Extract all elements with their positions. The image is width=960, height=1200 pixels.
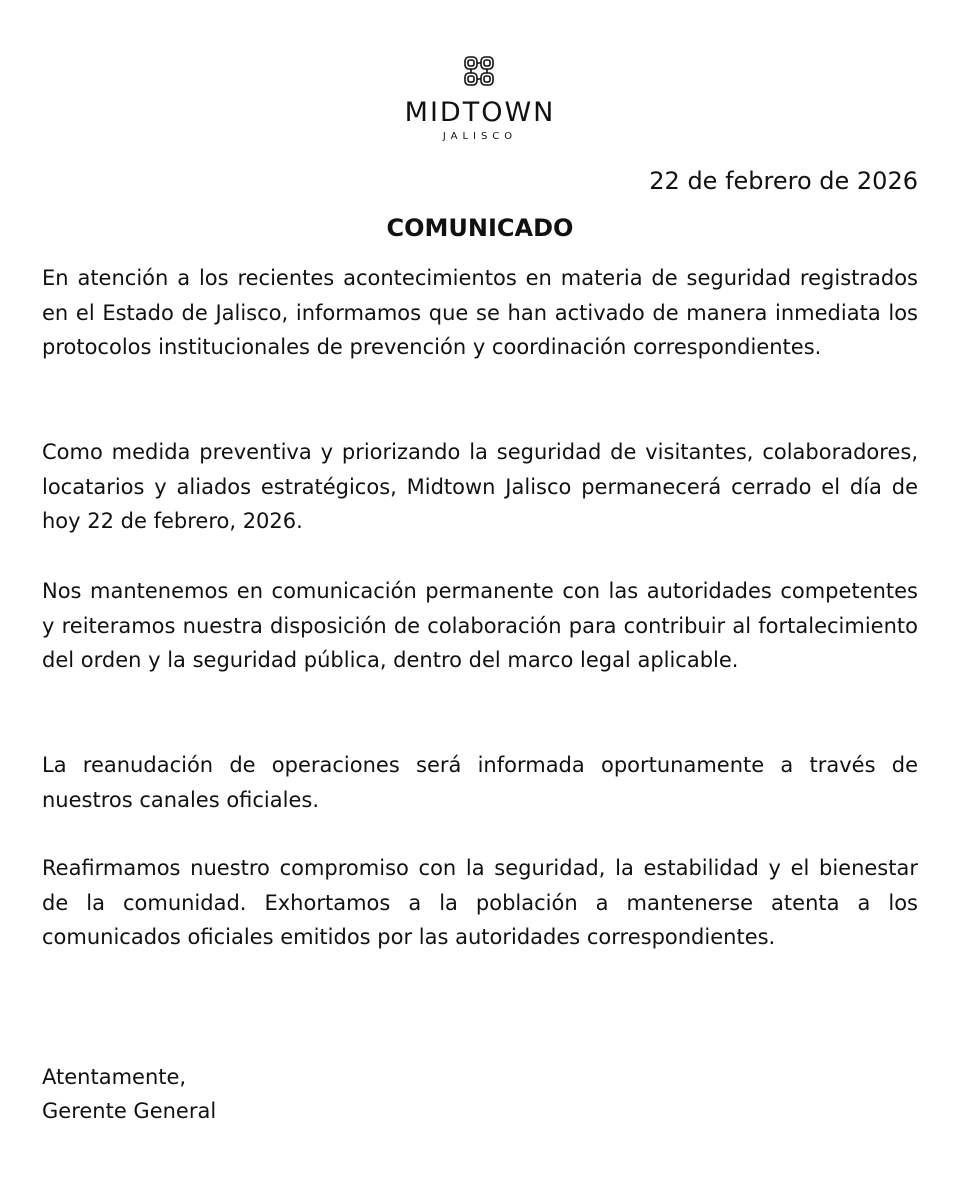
paragraph-1: En atención a los recientes acontecimientos en materia de seguridad registrados en el Estado de Jalisco, informamos que se han activado de manera inmediata los protocolos institucionales de prevención y coordinación correspondientes.: [42, 266, 918, 360]
knot-logo-icon: [462, 54, 496, 88]
closing-salutation: Atentamente,: [42, 1065, 187, 1089]
document-date: 22 de febrero de 2026: [649, 167, 918, 195]
paragraph-5: Reafirmamos nuestro compromiso con la seguridad, la estabilidad y el bienestar de la comunidad. Exhortamos a la población a mantenerse atenta a los comunicados oficiales emitidos por las autoridades correspondientes.: [42, 856, 918, 950]
brand-name: MIDTOWN: [404, 97, 556, 128]
paragraph-3: Nos mantenemos en comunicación permanente con las autoridades competentes y reiteramos nuestra disposición de colaboración para contribuir al fortalecimiento del orden y la seguridad pública, dentro del marco legal aplicable.: [42, 579, 918, 673]
paragraph-4: La reanudación de operaciones será informada oportunamente a través de nuestros canales oficiales.: [42, 753, 918, 812]
paragraph-2: Como medida preventiva y priorizando la seguridad de visitantes, colaboradores, locatarios y aliados estratégicos, Midtown Jalisco permanecerá cerrado el día de hoy 22 de febrero, 2026.: [42, 440, 918, 534]
brand-subtitle: JALISCO: [442, 131, 518, 142]
signature-title: Gerente General: [42, 1099, 217, 1123]
document-title: COMUNICADO: [386, 214, 574, 242]
